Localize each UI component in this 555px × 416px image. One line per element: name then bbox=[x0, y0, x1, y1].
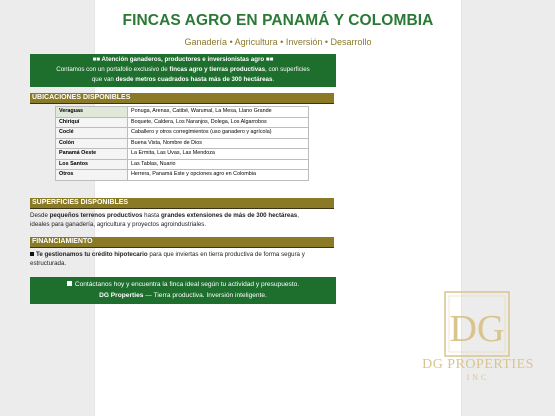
table-row bbox=[56, 170, 309, 181]
intro-banner bbox=[30, 54, 336, 87]
contact-line bbox=[30, 279, 336, 290]
location-places: Ponuga, Arenas, Catibé, Warumal, La Mesa, Llano Grande bbox=[128, 107, 309, 118]
logo-wordmark: DG PROPERTIES bbox=[422, 357, 534, 372]
banner-line-2 bbox=[30, 65, 336, 75]
section-heading-financing: FINANCIAMIENTO bbox=[30, 237, 334, 248]
section-heading-surfaces: SUPERFICIES DISPONIBLES bbox=[30, 198, 334, 209]
para-emphasis: pequeños terrenos productivos bbox=[49, 212, 143, 219]
contact-text: Contáctanos hoy y encuentra la finca ideal según tu actividad y presupuesto. bbox=[74, 281, 300, 288]
logo-monogram: DG bbox=[449, 308, 505, 350]
para-text: hasta bbox=[142, 212, 162, 219]
location-places: Las Tablas, Nuario bbox=[128, 159, 309, 170]
banner-heading: ■■ Atención ganaderos, productores e inversionistas agro ■■ bbox=[92, 56, 274, 63]
financing-paragraph bbox=[30, 250, 336, 268]
para-emphasis: grandes extensiones de más de 300 hectáreas bbox=[161, 212, 298, 219]
contact-banner bbox=[30, 277, 336, 304]
para-text: estructurada. bbox=[30, 260, 67, 267]
table-row bbox=[56, 138, 309, 149]
location-region: Colón bbox=[56, 138, 128, 149]
para-text: , bbox=[297, 212, 299, 219]
table-row bbox=[56, 107, 309, 118]
location-places: La Ermita, Las Uvas, Las Mendoza bbox=[128, 149, 309, 160]
square-bullet-icon bbox=[30, 252, 34, 256]
location-region: Chiriquí bbox=[56, 117, 128, 128]
page-subtitle: Ganadería • Agricultura • Inversión • Desarrollo bbox=[184, 37, 372, 47]
table-row bbox=[56, 117, 309, 128]
banner-text: . bbox=[272, 76, 275, 83]
banner-text: , con superficies bbox=[265, 66, 310, 73]
banner-emphasis: desde metros cuadrados hasta más de 300 hectáreas bbox=[115, 76, 273, 83]
para-emphasis: Te gestionamos tu crédito hipotecario bbox=[36, 251, 148, 258]
location-region: Panamá Oeste bbox=[56, 149, 128, 160]
para-text: para que inviertas en tierra productiva de forma segura y bbox=[147, 251, 305, 258]
brand-name: DG Properties bbox=[99, 292, 144, 299]
location-region: Otros bbox=[56, 170, 128, 181]
table-row bbox=[56, 159, 309, 170]
location-places: Buena Vista, Nombre de Dios bbox=[128, 138, 309, 149]
para-text: ideales para ganadería, agricultura y proyectos agroindustriales. bbox=[30, 221, 207, 228]
page-title: FINCAS AGRO EN PANAMÁ Y COLOMBIA bbox=[122, 12, 434, 29]
banner-text: Contamos con un portafolio exclusivo de bbox=[56, 66, 170, 73]
logo-subtext: INC bbox=[466, 373, 490, 382]
banner-text: que van bbox=[91, 76, 116, 83]
locations-table bbox=[55, 106, 309, 181]
location-places: Boquete, Caldera, Los Naranjos, Dolega, Los Algarrobos bbox=[128, 117, 309, 128]
table-row bbox=[56, 128, 309, 139]
table-row bbox=[56, 149, 309, 160]
section-heading-locations: UBICACIONES DISPONIBLES bbox=[30, 93, 334, 104]
brand-line bbox=[30, 290, 336, 301]
location-places: Caballero y otros corregimientos (uso ganadero y agrícola) bbox=[128, 128, 309, 139]
square-bullet-icon bbox=[67, 281, 72, 286]
banner-line-3 bbox=[30, 75, 336, 85]
location-region: Coclé bbox=[56, 128, 128, 139]
surfaces-paragraph bbox=[30, 211, 336, 229]
banner-emphasis: fincas agro y tierras productivas bbox=[169, 66, 266, 73]
para-text: Desde bbox=[30, 212, 50, 219]
location-region: Veraguas bbox=[56, 107, 128, 118]
location-places: Herrera, Panamá Este y opciones agro en Colombia bbox=[128, 170, 309, 181]
brand-tagline: — Tierra productiva. Inversión inteligente. bbox=[143, 292, 267, 299]
location-region: Los Santos bbox=[56, 159, 128, 170]
